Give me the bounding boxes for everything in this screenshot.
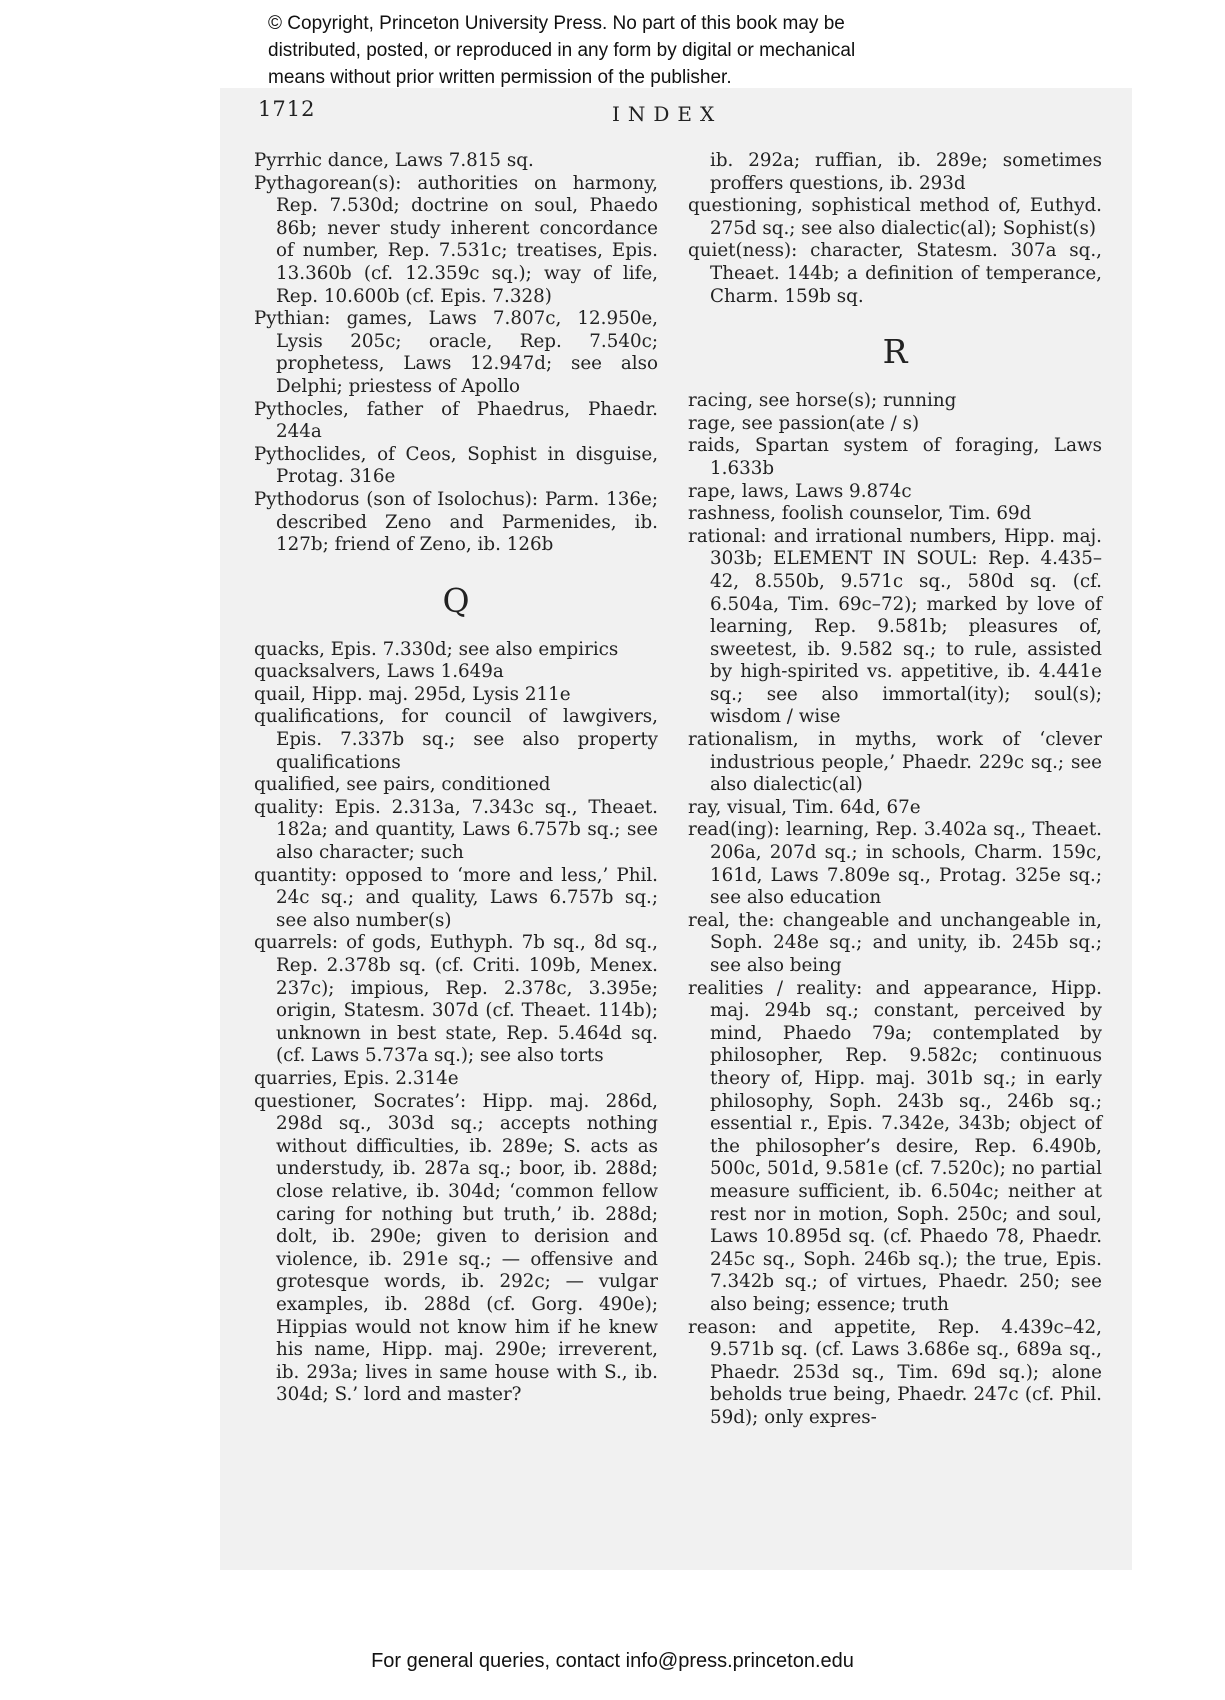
index-entry: rationalism, in myths, work of ‘clever industrious people,’ Phaedr. 229c sq.; see also dialectic(al) (688, 729, 1102, 796)
index-entry: ray, visual, Tim. 64d, 67e (688, 796, 921, 818)
index-entry: Pythoclides, of Ceos, Sophist in disguise, Protag. 316e (254, 443, 658, 488)
index-entry: read(ing): learning, Rep. 3.402a sq., Theaet. 206a, 207d sq.; in schools, Charm. 159c, 161d, Laws 7.809e sq., Protag. 325e sq.; see also education (688, 819, 1102, 909)
index-entry: quarrels: of gods, Euthyph. 7b sq., 8d sq., Rep. 2.378b sq. (cf. Criti. 109b, Menex. 237c); impious, Rep. 2.378c, 3.395e; origin, Statesm. 307d (cf. Theaet. 114b); unknown in best state, Rep. 5.464d sq. (cf. Laws 5.737a sq.); see also torts (254, 932, 658, 1067)
index-column-right (688, 150, 1102, 1429)
copyright-line: means without prior written permission of the publisher. (268, 67, 732, 88)
index-entry: quarries, Epis. 2.314e (254, 1067, 459, 1089)
index-entry-continuation: ib. 292a; ruffian, ib. 289e; sometimes proffers questions, ib. 293d (710, 150, 1102, 194)
index-entry: Pythagorean(s): authorities on harmony, Rep. 7.530d; doctrine on soul, Phaedo 86b; never study inherent concordance of number, Rep. 7.531c; treatises, Epis. 13.360b (cf. 12.359c sq.); way of life, Rep. 10.600b (cf. Epis. 7.328) (254, 172, 658, 307)
section-letter-r: R (882, 332, 908, 372)
index-entry: reason: and appetite, Rep. 4.439c–42, 9.571b sq. (cf. Laws 3.686e sq., 689a sq., Phaedr. 253d sq., Tim. 69d sq.); alone beholds true being, Phaedr. 247c (cf. Phil. 59d); only expres- (688, 1316, 1102, 1428)
index-entry: quail, Hipp. maj. 295d, Lysis 211e (254, 683, 571, 705)
index-entry: Pythodorus (son of Isolochus): Parm. 136e; described Zeno and Parmenides, ib. 127b; friend of Zeno, ib. 126b (254, 488, 658, 556)
index-entry: quality: Epis. 2.313a, 7.343c sq., Theaet. 182a; and quantity, Laws 6.757b sq.; see also character; such (254, 796, 658, 864)
index-entry: Pythian: games, Laws 7.807c, 12.950e, Lysis 205c; oracle, Rep. 7.540c; prophetess, Laws 12.947d; see also Delphi; priestess of Apollo (254, 308, 658, 397)
index-entry: questioning, sophistical method of, Euthyd. 275d sq.; see also dialectic(al); Sophist(s) (688, 195, 1102, 239)
index-entry: real, the: changeable and unchangeable in, Soph. 248e sq.; and unity, ib. 245b sq.; see also being (688, 909, 1102, 976)
index-entry: rape, laws, Laws 9.874c (688, 480, 912, 502)
copyright-line: © Copyright, Princeton University Press. No part of this book may be (268, 13, 845, 34)
page-number: 1712 (258, 97, 316, 121)
index-entry: qualified, see pairs, conditioned (254, 774, 551, 796)
index-entry: qualifications, for council of lawgivers, Epis. 7.337b sq.; see also property qualifications (254, 706, 658, 773)
index-entry: Pyrrhic dance, Laws 7.815 sq. (254, 150, 534, 171)
copyright-line: distributed, posted, or reproduced in any form by digital or mechanical (268, 40, 856, 61)
index-entry: realities / reality: and appearance, Hipp. maj. 294b sq.; constant, perceived by mind, Phaedo 79a; contemplated by philosopher, Rep. 9.582c; continuous theory of, Hipp. maj. 301b sq.; in early philosophy, Soph. 243b sq., 246b sq.; essential r., Epis. 7.342e, 343b; object of the philosopher’s desire, Rep. 6.490b, 500c, 501d, 9.581e (cf. 7.520c); no partial measure sufficient, ib. 6.504c; neither at rest nor in motion, Soph. 250c; and soul, Laws 10.895d sq. (cf. Phaedo 78, Phaedr. 245c sq., Soph. 246b sq.); the true, Epis. 7.342b sq.; of virtues, Phaedr. 250; see also being; essence; truth (688, 977, 1102, 1315)
section-letter-q: Q (442, 580, 470, 620)
index-entry: rashness, foolish counselor, Tim. 69d (688, 503, 1032, 525)
copyright-notice (268, 10, 968, 91)
running-head: INDEX (612, 102, 723, 126)
index-column-left (254, 150, 658, 1407)
index-entry: rational: and irrational numbers, Hipp. maj. 303b; ELEMENT IN SOUL: Rep. 4.435–42, 8.550b, 9.571c sq., 580d sq. (cf. 6.504a, Tim. 69c–72); marked by love of learning, Rep. 9.581b; pleasures of, sweetest, ib. 9.582 sq.; to rule, assisted by high-spirited vs. appetitive, ib. 4.441e sq.; see also immortal(ity); soul(s); wisdom / wise (688, 525, 1102, 728)
index-entry: racing, see horse(s); running (688, 390, 957, 412)
contact-footer: For general queries, contact info@press.princeton.edu (371, 1650, 854, 1672)
index-entry: quiet(ness): character, Statesm. 307a sq., Theaet. 144b; a definition of temperance, Charm. 159b sq. (688, 240, 1102, 307)
index-entry: questioner, Socrates’: Hipp. maj. 286d, 298d sq., 303d sq.; accepts nothing without difficulties, ib. 289e; S. acts as understudy, ib. 287a sq.; boor, ib. 288d; close relative, ib. 304d; ‘common fellow caring for nothing but truth,’ ib. 288d; dolt, ib. 290e; given to derision and violence, ib. 291e sq.; — offensive and grotesque words, ib. 292c; — vulgar examples, ib. 288d (cf. Gorg. 490e); Hippias would not know him if he knew his name, Hipp. maj. 290e; irreverent, ib. 293a; lives in same house with S., ib. 304d; S.’ lord and master? (254, 1090, 658, 1406)
index-entry: Pythocles, father of Phaedrus, Phaedr. 244a (254, 398, 658, 443)
index-entry: quacksalvers, Laws 1.649a (254, 661, 504, 683)
index-entry: rage, see passion(ate / s) (688, 412, 920, 434)
index-entry: quantity: opposed to ‘more and less,’ Phil. 24c sq.; and quality, Laws 6.757b sq.; see also number(s) (254, 864, 658, 931)
index-entry: quacks, Epis. 7.330d; see also empirics (254, 638, 619, 660)
index-entry: raids, Spartan system of foraging, Laws 1.633b (688, 435, 1102, 479)
